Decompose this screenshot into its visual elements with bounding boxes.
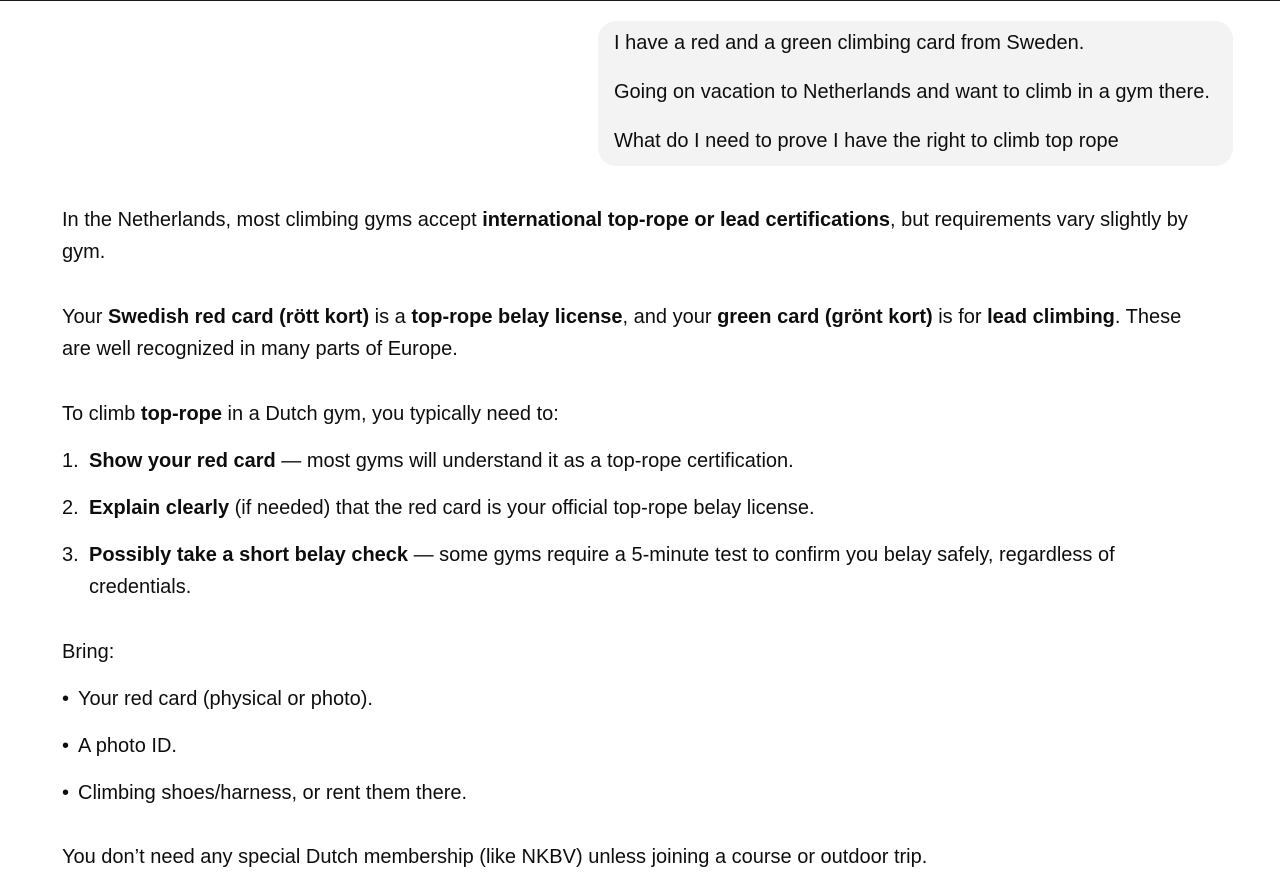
list-number: 3. xyxy=(62,544,79,566)
response-paragraph-cards xyxy=(62,301,1212,365)
text: Your xyxy=(62,306,108,328)
list-item xyxy=(62,539,1212,603)
assistant-response xyxy=(62,204,1212,873)
list-number: 2. xyxy=(62,497,79,519)
response-paragraph-closing: You don’t need any special Dutch membership (like NKBV) unless joining a course or outdoor trip. xyxy=(62,846,928,868)
user-message-bubble xyxy=(598,21,1233,166)
steps-list xyxy=(62,445,1212,603)
bullet-icon: • xyxy=(62,782,70,804)
list-item xyxy=(62,683,1212,715)
text: Your red card (physical or photo). xyxy=(78,688,373,710)
list-number: 1. xyxy=(62,450,79,472)
text: Climbing shoes/harness, or rent them there. xyxy=(78,782,468,804)
text: In the Netherlands, most climbing gyms accept xyxy=(62,209,483,231)
bullet-icon: • xyxy=(62,735,70,757)
text: — most gyms will understand it as a top-rope certification. xyxy=(275,450,794,472)
text: in a Dutch gym, you typically need to: xyxy=(222,403,559,425)
emphasis: Show your red card xyxy=(89,450,276,472)
top-divider xyxy=(0,0,1280,1)
text: To climb xyxy=(62,403,141,425)
user-message-line: I have a red and a green climbing card from Sweden. xyxy=(614,32,1085,54)
text: , and your xyxy=(622,306,718,328)
text: , but requirements vary slightly by gym. xyxy=(62,209,1188,263)
list-item xyxy=(62,777,1212,809)
response-paragraph-toprope xyxy=(62,398,1212,430)
text: — some gyms require a 5-minute test to confirm you belay safely, regardless of credentials. xyxy=(89,544,1115,598)
bring-label: Bring: xyxy=(62,641,115,663)
emphasis: top-rope belay license xyxy=(411,306,623,328)
bullet-icon: • xyxy=(62,688,70,710)
emphasis: green card (grönt kort) xyxy=(717,306,933,328)
bring-list xyxy=(62,683,1212,809)
text: . These are well recognized in many parts of Europe. xyxy=(62,306,1182,360)
emphasis: Explain clearly xyxy=(89,497,230,519)
emphasis: top-rope xyxy=(140,403,222,425)
emphasis: Swedish red card (rött kort) xyxy=(107,306,370,328)
text: (if needed) that the red card is your official top-rope belay license. xyxy=(229,497,815,519)
text: A photo ID. xyxy=(78,735,177,757)
text: is a xyxy=(369,306,412,328)
emphasis: international top-rope or lead certifications xyxy=(482,209,891,231)
list-item xyxy=(62,730,1212,762)
user-message-line: Going on vacation to Netherlands and want to climb in a gym there. xyxy=(614,81,1210,103)
response-paragraph-intro xyxy=(62,204,1212,268)
emphasis: Possibly take a short belay check xyxy=(89,544,409,566)
list-item xyxy=(62,492,1212,524)
emphasis: lead climbing xyxy=(987,306,1115,328)
list-item xyxy=(62,445,1212,477)
text: is for xyxy=(932,306,988,328)
user-message-line: What do I need to prove I have the right to climb top rope xyxy=(614,130,1119,152)
